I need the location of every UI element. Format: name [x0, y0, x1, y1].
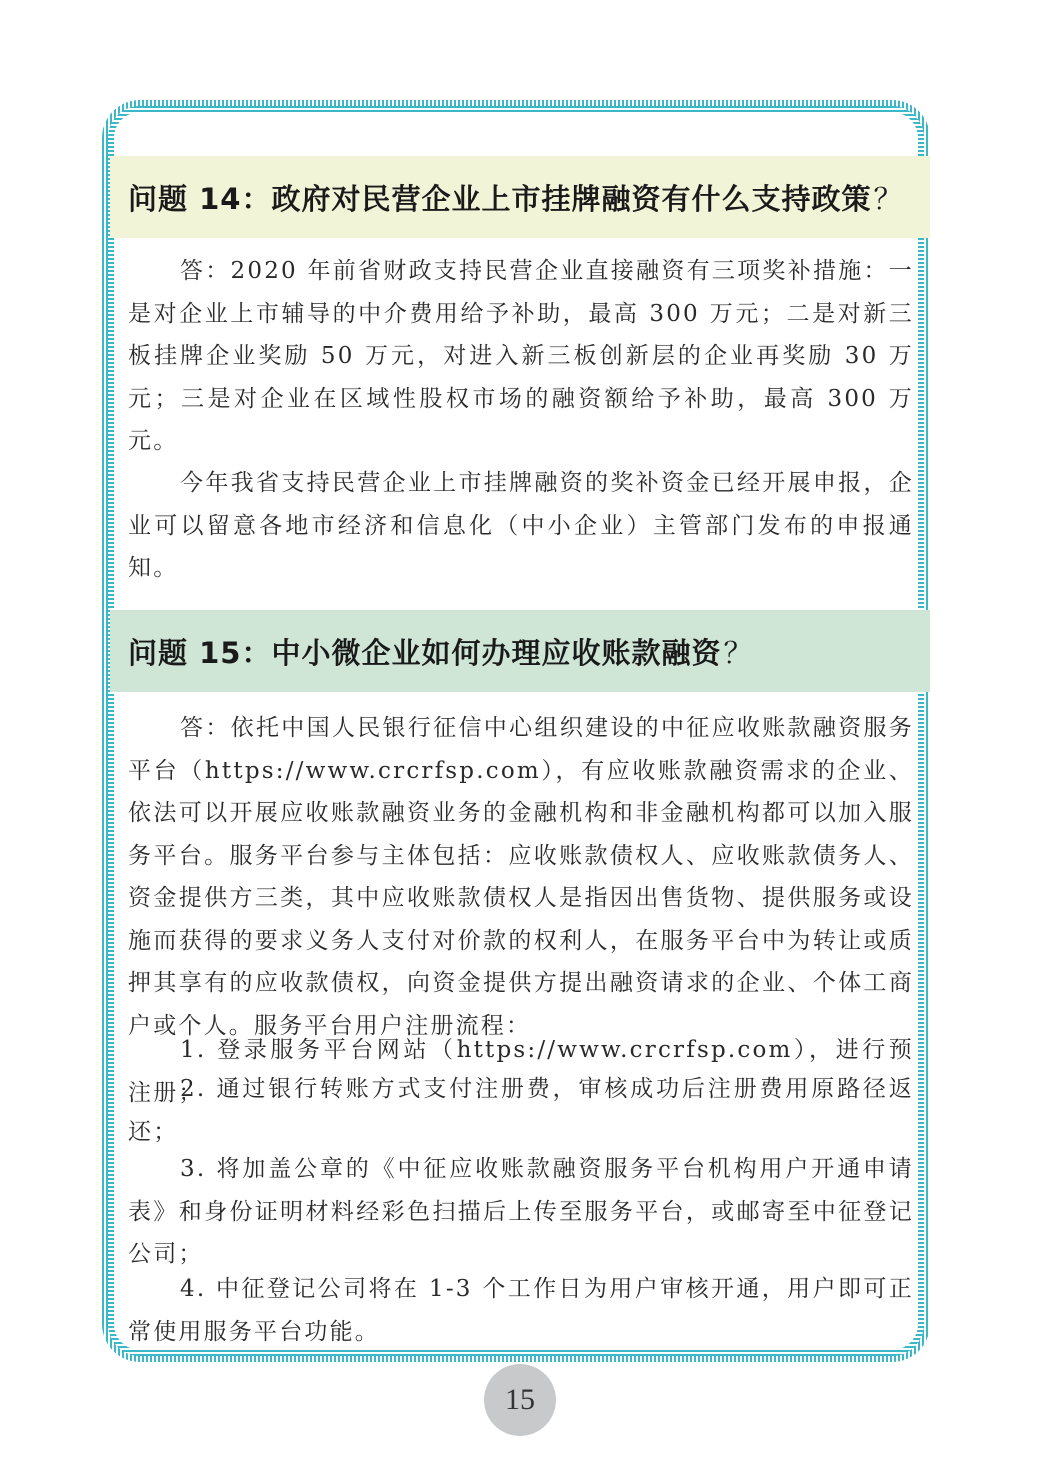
answer-15-step-3: 3. 将加盖公章的《中征应收账款融资服务平台机构用户开通申请表》和身份证明材料经彩色扫描后上传至服务平台，或邮寄至中征登记公司； [128, 1156, 914, 1267]
answer-15-step-2: 2. 通过银行转账方式支付注册费，审核成功后注册费用原路径返还； [128, 1076, 914, 1145]
answer-14-paragraph-2: 今年我省支持民营企业上市挂牌融资的奖补资金已经开展申报，企业可以留意各地市经济和信息化（中小企业）主管部门发布的申报通知。 [128, 470, 914, 581]
page-number: 15 [505, 1383, 535, 1416]
question-14-mark: ？ [873, 181, 904, 216]
question-15-heading [110, 610, 930, 692]
page-number-badge [484, 1364, 556, 1436]
answer-15-step-4: 4. 中征登记公司将在 1-3 个工作日为用户审核开通，用户即可正常使用服务平台功能。 [128, 1276, 914, 1345]
question-14-title: 问题 14：政府对民营企业上市挂牌融资有什么支持政策 [128, 181, 872, 216]
answer-15-step-1: 1. 登录服务平台网站（https://www.crcrfsp.com），进行预注册； [128, 1037, 914, 1106]
answer-15-paragraph-1: 答：依托中国人民银行征信中心组织建设的中征应收账款融资服务平台（https://www.crcrfsp.com），有应收账款融资需求的企业、依法可以开展应收账款融资业务的金融机构和非金融机构都可以加入服务平台。服务平台参与主体包括：应收账款债权人、应收账款债务人、资金提供方三类，其中应收账款债权人是指因出售货物、提供服务或设施而获得的要求义务人支付对价款的权利人，在服务平台中为转让或质押其享有的应收款债权，向资金提供方提出融资请求的企业、个体工商户或个人。服务平台用户注册流程： [128, 715, 914, 1039]
question-15-mark: ？ [723, 635, 754, 670]
answer-14-paragraph-1: 答：2020 年前省财政支持民营企业直接融资有三项奖补措施：一是对企业上市辅导的中介费用给予补助，最高 300 万元；二是对新三板挂牌企业奖励 50 万元，对进入新三板创新层的企业再奖励 30 万元；三是对企业在区域性股权市场的融资额给予补助，最高 300 万元。 [128, 258, 914, 454]
question-14-heading [110, 156, 930, 238]
question-15-title: 问题 15：中小微企业如何办理应收账款融资 [128, 635, 722, 670]
